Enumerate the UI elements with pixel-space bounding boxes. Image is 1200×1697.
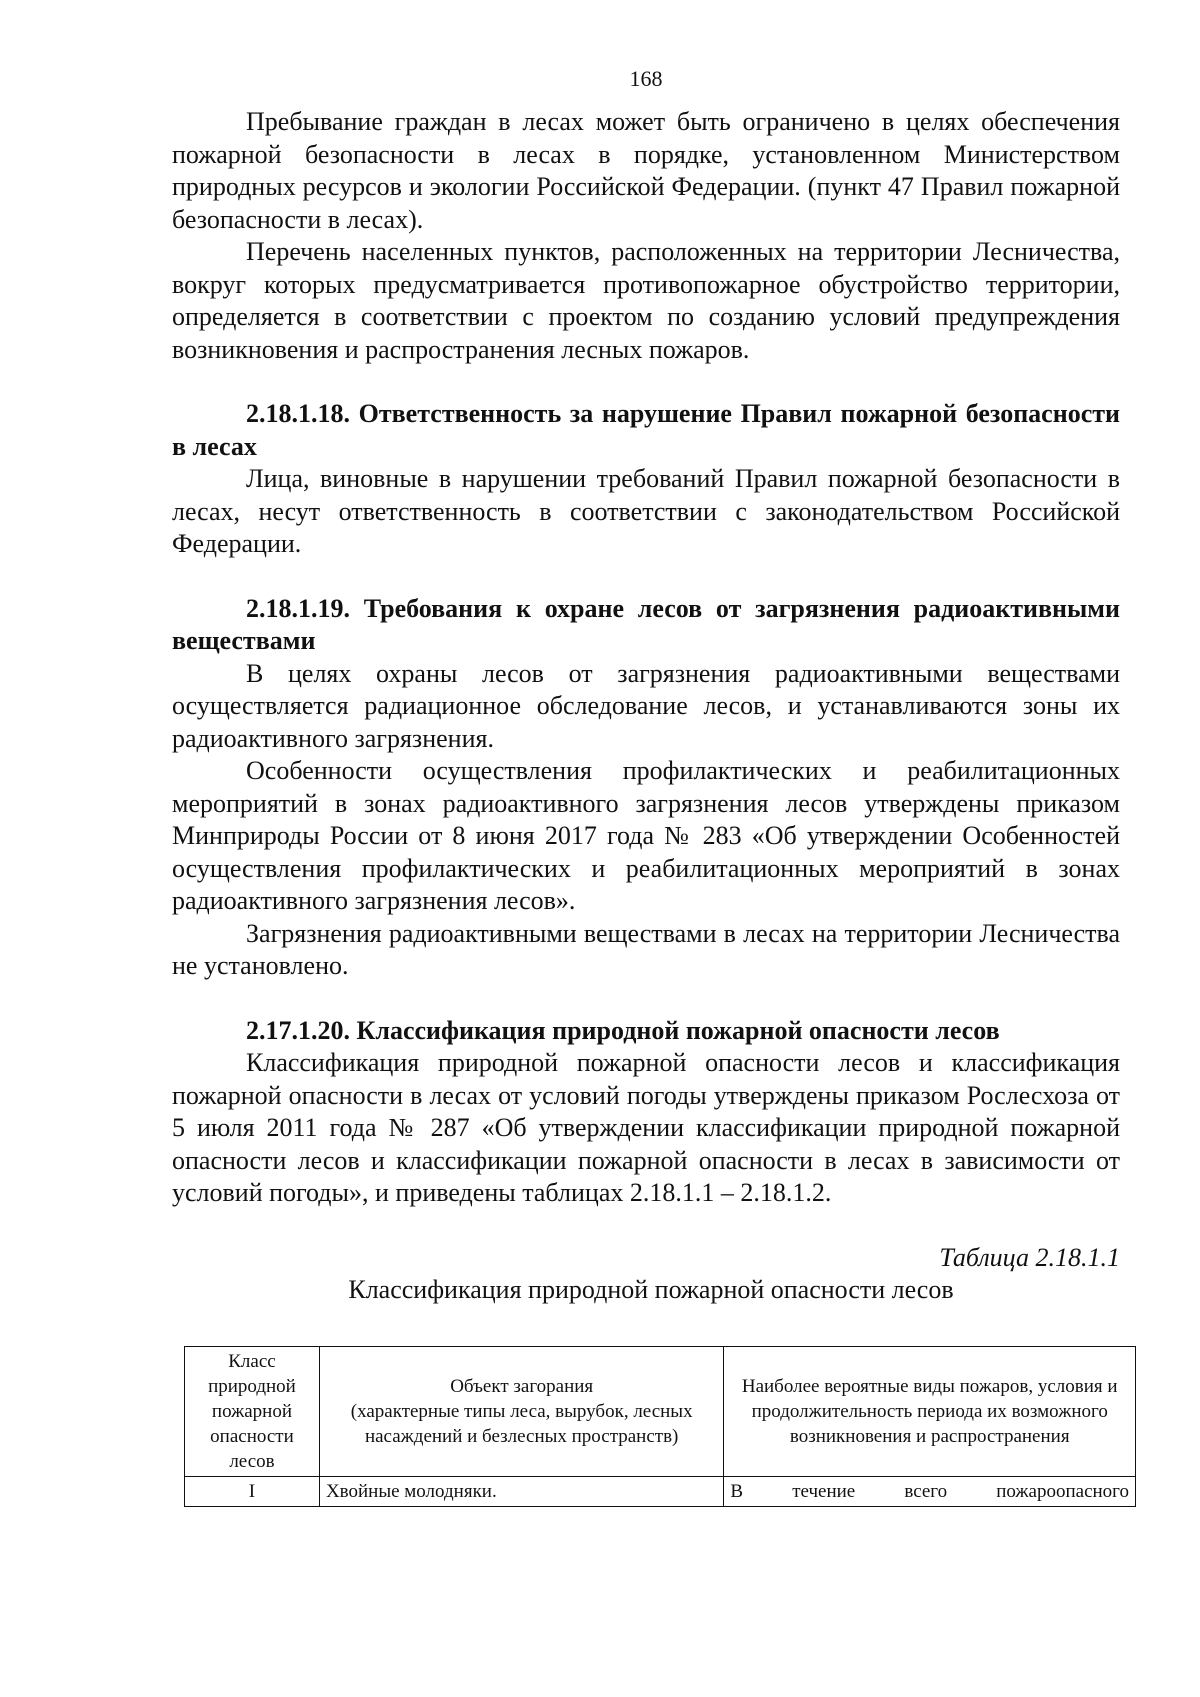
- header-object: [319, 1346, 723, 1476]
- header-object-title: Объект загорания: [450, 1375, 594, 1397]
- section-heading-classification: 2.17.1.20. Классификация природной пожарной опасности лесов: [246, 1015, 1000, 1045]
- document-page: [172, 66, 1129, 1507]
- table-caption: Таблица 2.18.1.1: [939, 1242, 1120, 1272]
- table-row: [185, 1476, 1136, 1506]
- paragraph-classification: Классификация природной пожарной опасности лесов и классификация пожарной опасности в лесах от условий погоды утверждены приказом Рослесхоза от 5 июля 2011 года № 287 «Об утверждении классификации природной пожарной опасности лесов и классификации пожарной опасности в лесах в зависимости от условий погоды», и приведены таблицах 2.18.1.1 – 2.18.1.2.: [172, 1048, 1120, 1207]
- paragraph-stay-restriction: Пребывание граждан в лесах может быть ограничено в целях обеспечения пожарной безопасности в лесах в порядке, установленном Министерством природных ресурсов и экологии Российской Федерации. (пункт 47 Правил пожарной безопасности в лесах).: [172, 107, 1120, 234]
- cell-fire-types: В течение всего пожароопасного: [724, 1476, 1136, 1506]
- cell-object: Хвойные молодняки.: [319, 1476, 723, 1506]
- section-heading-radioactive: 2.18.1.19. Требования к охране лесов от загрязнения радиоактивными веществами: [172, 593, 1120, 655]
- header-object-subtitle: (характерные типы леса, вырубок, лесных насаждений и безлесных пространств): [350, 1400, 693, 1447]
- paragraph-radiation-survey: В целях охраны лесов от загрязнения радиоактивными веществами осуществляется радиационное обследование лесов, и устанавливаются зоны их радиоактивного загрязнения.: [172, 658, 1120, 753]
- paragraph-responsibility: Лица, виновные в нарушении требований Правил пожарной безопасности в лесах, несут ответственность в соответствии с законодательством Российской Федерации.: [172, 464, 1120, 558]
- header-fire-types: Наиболее вероятные виды пожаров, условия и продолжительность периода их возможного возникновения и распространения: [724, 1346, 1136, 1476]
- paragraph-settlements-list: Перечень населенных пунктов, расположенных на территории Лесничества, вокруг которых предусматривается противопожарное обустройство территории, определяется в соответствии с проектом по созданию условий предупреждения возникновения и распространения лесных пожаров.: [172, 237, 1120, 364]
- fire-danger-class-table: [184, 1346, 1136, 1507]
- page-number: 168: [629, 66, 663, 91]
- table-title: Классификация природной пожарной опасности лесов: [348, 1274, 954, 1304]
- paragraph-no-contamination: Загрязнения радиоактивными веществами в лесах на территории Лесничества не установлено.: [172, 918, 1120, 980]
- section-heading-responsibility: 2.18.1.18. Ответственность за нарушение Правил пожарной безопасности в лесах: [172, 399, 1120, 461]
- header-class: Класс природной пожарной опасности лесов: [185, 1346, 320, 1476]
- paragraph-rehabilitation-measures: Особенности осуществления профилактических и реабилитационных мероприятий в зонах радиоактивного загрязнения лесов утверждены приказом Минприроды России от 8 июня 2017 года № 283 «Об утверждении Особенностей осуществления профилактических и реабилитационных мероприятий в зонах радиоактивного загрязнения лесов».: [172, 756, 1120, 915]
- cell-class: I: [185, 1476, 320, 1506]
- table-header-row: [185, 1346, 1136, 1476]
